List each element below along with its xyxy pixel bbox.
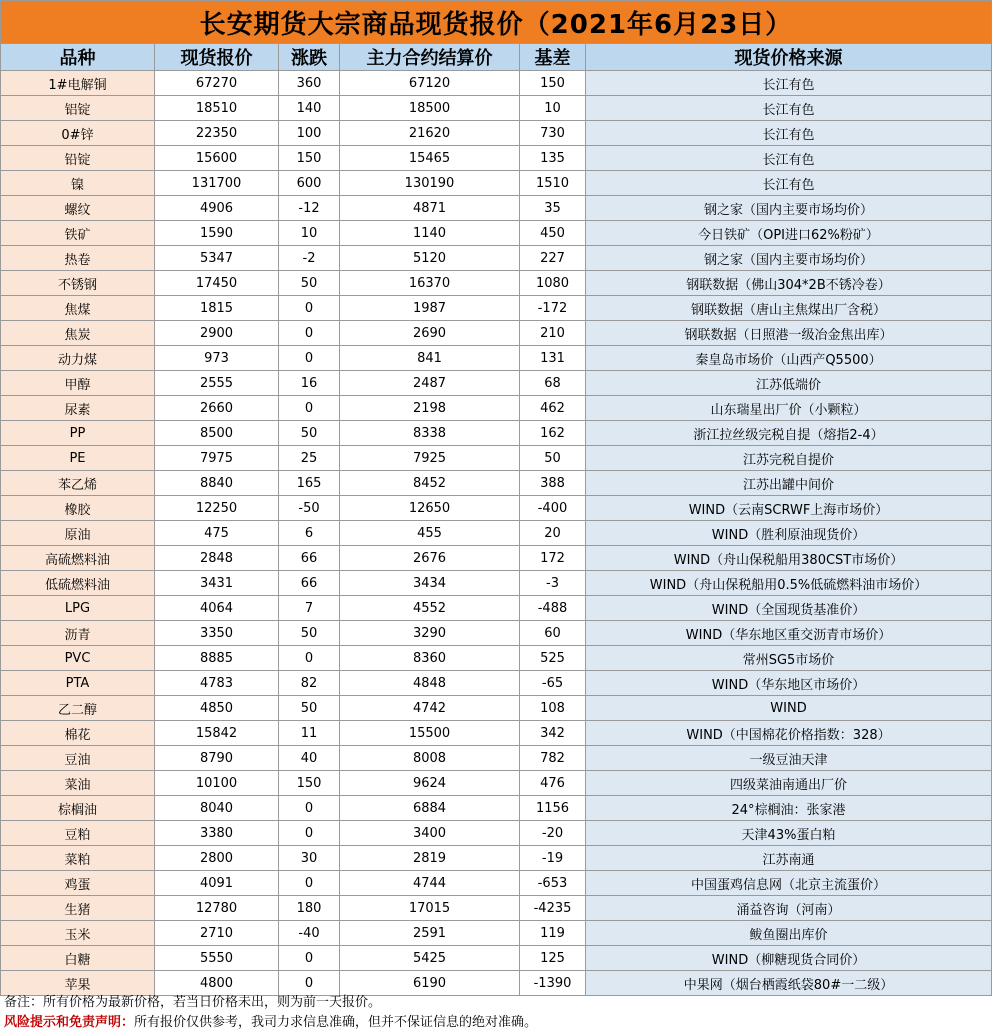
cell-change: 0 — [279, 971, 340, 996]
cell-change: 150 — [279, 771, 340, 796]
cell-settlement: 4871 — [340, 196, 520, 221]
cell-settlement: 7925 — [340, 446, 520, 471]
table-row — [1, 346, 992, 371]
cell-source: 钢之家（国内主要市场均价） — [586, 196, 992, 221]
cell-spot-price: 15600 — [155, 146, 279, 171]
cell-spot-price: 4800 — [155, 971, 279, 996]
cell-spot-price: 8040 — [155, 796, 279, 821]
disclaimer-label: 风险提示和免责声明： — [4, 1015, 135, 1030]
table-row — [1, 321, 992, 346]
table-row — [1, 571, 992, 596]
cell-source: 山东瑞星出厂价（小颗粒） — [586, 396, 992, 421]
cell-source: 中果网（烟台栖霞纸袋80#一二级） — [586, 971, 992, 996]
cell-settlement: 18500 — [340, 96, 520, 121]
cell-settlement: 2198 — [340, 396, 520, 421]
cell-change: 165 — [279, 471, 340, 496]
cell-settlement: 4742 — [340, 696, 520, 721]
cell-basis: 135 — [520, 146, 586, 171]
cell-settlement: 2676 — [340, 546, 520, 571]
cell-variety: 豆油 — [1, 746, 155, 771]
cell-variety: 白糖 — [1, 946, 155, 971]
cell-spot-price: 5347 — [155, 246, 279, 271]
cell-change: 0 — [279, 821, 340, 846]
cell-basis: 125 — [520, 946, 586, 971]
cell-change: 0 — [279, 946, 340, 971]
cell-variety: 尿素 — [1, 396, 155, 421]
cell-basis: 131 — [520, 346, 586, 371]
cell-variety: LPG — [1, 596, 155, 621]
cell-settlement: 130190 — [340, 171, 520, 196]
table-row — [1, 521, 992, 546]
table-row — [1, 296, 992, 321]
cell-basis: -19 — [520, 846, 586, 871]
table-body — [1, 71, 992, 996]
cell-settlement: 5120 — [340, 246, 520, 271]
cell-change: 0 — [279, 646, 340, 671]
header-row — [1, 44, 992, 71]
cell-basis: 172 — [520, 546, 586, 571]
cell-source: 长江有色 — [586, 146, 992, 171]
cell-change: 0 — [279, 296, 340, 321]
cell-spot-price: 475 — [155, 521, 279, 546]
disclaimer — [4, 1014, 537, 1032]
cell-basis: 10 — [520, 96, 586, 121]
cell-variety: 棉花 — [1, 721, 155, 746]
cell-basis: 782 — [520, 746, 586, 771]
cell-variety: 生猪 — [1, 896, 155, 921]
cell-change: 0 — [279, 871, 340, 896]
cell-variety: 橡胶 — [1, 496, 155, 521]
cell-basis: 60 — [520, 621, 586, 646]
cell-basis: 1510 — [520, 171, 586, 196]
cell-variety: 鸡蛋 — [1, 871, 155, 896]
cell-basis: 388 — [520, 471, 586, 496]
cell-change: 40 — [279, 746, 340, 771]
cell-basis: 1080 — [520, 271, 586, 296]
cell-settlement: 9624 — [340, 771, 520, 796]
cell-change: 0 — [279, 321, 340, 346]
cell-spot-price: 1590 — [155, 221, 279, 246]
cell-settlement: 4552 — [340, 596, 520, 621]
cell-settlement: 455 — [340, 521, 520, 546]
cell-change: 30 — [279, 846, 340, 871]
cell-spot-price: 8790 — [155, 746, 279, 771]
cell-variety: 原油 — [1, 521, 155, 546]
cell-source: WIND（全国现货基准价） — [586, 596, 992, 621]
header-change: 涨跌 — [279, 44, 340, 71]
cell-source: 钢联数据（日照港一级冶金焦出库） — [586, 321, 992, 346]
cell-spot-price: 2710 — [155, 921, 279, 946]
cell-spot-price: 18510 — [155, 96, 279, 121]
cell-basis: 450 — [520, 221, 586, 246]
cell-settlement: 4848 — [340, 671, 520, 696]
cell-variety: PTA — [1, 671, 155, 696]
cell-change: 50 — [279, 621, 340, 646]
table-row — [1, 946, 992, 971]
cell-variety: PE — [1, 446, 155, 471]
cell-settlement: 3434 — [340, 571, 520, 596]
cell-basis: -653 — [520, 871, 586, 896]
cell-settlement: 15500 — [340, 721, 520, 746]
cell-source: 长江有色 — [586, 96, 992, 121]
cell-change: 66 — [279, 571, 340, 596]
table-row — [1, 696, 992, 721]
cell-source: WIND（中国棉花价格指数：328） — [586, 721, 992, 746]
cell-spot-price: 131700 — [155, 171, 279, 196]
cell-settlement: 4744 — [340, 871, 520, 896]
cell-spot-price: 17450 — [155, 271, 279, 296]
cell-basis: -20 — [520, 821, 586, 846]
cell-spot-price: 4091 — [155, 871, 279, 896]
cell-basis: 119 — [520, 921, 586, 946]
cell-change: 82 — [279, 671, 340, 696]
cell-change: 0 — [279, 796, 340, 821]
cell-spot-price: 2660 — [155, 396, 279, 421]
cell-basis: 525 — [520, 646, 586, 671]
cell-spot-price: 22350 — [155, 121, 279, 146]
cell-spot-price: 15842 — [155, 721, 279, 746]
cell-change: 140 — [279, 96, 340, 121]
cell-spot-price: 10100 — [155, 771, 279, 796]
cell-spot-price: 8885 — [155, 646, 279, 671]
cell-change: 180 — [279, 896, 340, 921]
cell-source: 鲅鱼圈出库价 — [586, 921, 992, 946]
cell-settlement: 15465 — [340, 146, 520, 171]
cell-variety: 玉米 — [1, 921, 155, 946]
cell-source: WIND — [586, 696, 992, 721]
table-row — [1, 96, 992, 121]
cell-settlement: 6190 — [340, 971, 520, 996]
cell-spot-price: 1815 — [155, 296, 279, 321]
cell-basis: 462 — [520, 396, 586, 421]
cell-spot-price: 7975 — [155, 446, 279, 471]
cell-settlement: 3290 — [340, 621, 520, 646]
cell-basis: -172 — [520, 296, 586, 321]
cell-basis: -3 — [520, 571, 586, 596]
cell-source: 浙江拉丝级完税自提（熔指2-4） — [586, 421, 992, 446]
cell-change: 600 — [279, 171, 340, 196]
table-row — [1, 71, 992, 96]
cell-variety: 热卷 — [1, 246, 155, 271]
cell-spot-price: 2848 — [155, 546, 279, 571]
cell-source: 中国蛋鸡信息网（北京主流蛋价） — [586, 871, 992, 896]
cell-settlement: 8452 — [340, 471, 520, 496]
cell-variety: PP — [1, 421, 155, 446]
cell-variety: 菜油 — [1, 771, 155, 796]
cell-spot-price: 4850 — [155, 696, 279, 721]
cell-basis: 342 — [520, 721, 586, 746]
cell-spot-price: 3380 — [155, 821, 279, 846]
cell-change: 50 — [279, 421, 340, 446]
cell-source: WIND（华东地区重交沥青市场价） — [586, 621, 992, 646]
cell-source: 秦皇岛市场价（山西产Q5500） — [586, 346, 992, 371]
cell-change: 150 — [279, 146, 340, 171]
cell-spot-price: 4906 — [155, 196, 279, 221]
cell-variety: PVC — [1, 646, 155, 671]
cell-variety: 铅锭 — [1, 146, 155, 171]
cell-change: 50 — [279, 696, 340, 721]
cell-change: 100 — [279, 121, 340, 146]
cell-source: 钢联数据（唐山主焦煤出厂含税） — [586, 296, 992, 321]
cell-settlement: 67120 — [340, 71, 520, 96]
cell-spot-price: 4783 — [155, 671, 279, 696]
cell-variety: 不锈钢 — [1, 271, 155, 296]
cell-source: 天津43%蛋白粕 — [586, 821, 992, 846]
cell-settlement: 2487 — [340, 371, 520, 396]
cell-basis: 476 — [520, 771, 586, 796]
cell-source: 常州SG5市场价 — [586, 646, 992, 671]
cell-source: WIND（华东地区市场价） — [586, 671, 992, 696]
cell-change: -50 — [279, 496, 340, 521]
table-row — [1, 671, 992, 696]
cell-change: 0 — [279, 396, 340, 421]
cell-settlement: 3400 — [340, 821, 520, 846]
cell-source: 长江有色 — [586, 71, 992, 96]
table-row — [1, 921, 992, 946]
header-variety: 品种 — [1, 44, 155, 71]
cell-variety: 沥青 — [1, 621, 155, 646]
disclaimer-text: 所有报价仅供参考，我司力求信息准确，但并不保证信息的绝对准确。 — [134, 1015, 538, 1030]
cell-source: 江苏完税自提价 — [586, 446, 992, 471]
cell-source: WIND（云南SCRWF上海市场价） — [586, 496, 992, 521]
cell-variety: 1#电解铜 — [1, 71, 155, 96]
cell-change: 10 — [279, 221, 340, 246]
cell-spot-price: 3431 — [155, 571, 279, 596]
table-row — [1, 446, 992, 471]
sheet-title: 长安期货大宗商品现货报价（2021年6月23日） — [0, 0, 992, 44]
cell-change: 66 — [279, 546, 340, 571]
cell-variety: 铝锭 — [1, 96, 155, 121]
cell-spot-price: 973 — [155, 346, 279, 371]
table-row — [1, 596, 992, 621]
cell-source: 24°棕榈油：张家港 — [586, 796, 992, 821]
cell-basis: 68 — [520, 371, 586, 396]
cell-spot-price: 4064 — [155, 596, 279, 621]
cell-settlement: 6884 — [340, 796, 520, 821]
table-row — [1, 796, 992, 821]
table-row — [1, 246, 992, 271]
table-row — [1, 896, 992, 921]
cell-spot-price: 12250 — [155, 496, 279, 521]
cell-basis: 20 — [520, 521, 586, 546]
cell-source: 一级豆油天津 — [586, 746, 992, 771]
cell-basis: 227 — [520, 246, 586, 271]
table-row — [1, 271, 992, 296]
table-row — [1, 646, 992, 671]
cell-variety: 棕榈油 — [1, 796, 155, 821]
cell-source: 钢联数据（佛山304*2B不锈冷卷） — [586, 271, 992, 296]
cell-change: 0 — [279, 346, 340, 371]
cell-basis: 210 — [520, 321, 586, 346]
cell-settlement: 2591 — [340, 921, 520, 946]
cell-settlement: 16370 — [340, 271, 520, 296]
cell-basis: 1156 — [520, 796, 586, 821]
table-row — [1, 421, 992, 446]
table-row — [1, 546, 992, 571]
cell-basis: -400 — [520, 496, 586, 521]
table-row — [1, 221, 992, 246]
table-row — [1, 621, 992, 646]
note-text: 备注：所有价格为最新价格，若当日价格未出，则为前一天报价。 — [4, 995, 382, 1010]
table-row — [1, 721, 992, 746]
cell-settlement: 1140 — [340, 221, 520, 246]
cell-variety: 焦炭 — [1, 321, 155, 346]
cell-variety: 螺纹 — [1, 196, 155, 221]
cell-change: 360 — [279, 71, 340, 96]
cell-variety: 焦煤 — [1, 296, 155, 321]
cell-change: 7 — [279, 596, 340, 621]
cell-change: -2 — [279, 246, 340, 271]
cell-settlement: 21620 — [340, 121, 520, 146]
cell-settlement: 5425 — [340, 946, 520, 971]
cell-source: 今日铁矿（OPI进口62%粉矿） — [586, 221, 992, 246]
table-row — [1, 496, 992, 521]
table-row — [1, 971, 992, 996]
cell-settlement: 8338 — [340, 421, 520, 446]
cell-basis: -1390 — [520, 971, 586, 996]
cell-spot-price: 2900 — [155, 321, 279, 346]
cell-source: 江苏南通 — [586, 846, 992, 871]
table-row — [1, 196, 992, 221]
cell-variety: 镍 — [1, 171, 155, 196]
header-source: 现货价格来源 — [586, 44, 992, 71]
table-row — [1, 471, 992, 496]
cell-variety: 铁矿 — [1, 221, 155, 246]
cell-settlement: 8008 — [340, 746, 520, 771]
cell-settlement: 12650 — [340, 496, 520, 521]
cell-basis: -488 — [520, 596, 586, 621]
cell-spot-price: 2800 — [155, 846, 279, 871]
cell-source: WIND（舟山保税船用0.5%低硫燃料油市场价） — [586, 571, 992, 596]
cell-source: WIND（胜利原油现货价） — [586, 521, 992, 546]
cell-source: WIND（柳糖现货合同价） — [586, 946, 992, 971]
cell-basis: 35 — [520, 196, 586, 221]
cell-basis: 162 — [520, 421, 586, 446]
cell-settlement: 8360 — [340, 646, 520, 671]
cell-variety: 豆粕 — [1, 821, 155, 846]
cell-change: 50 — [279, 271, 340, 296]
cell-settlement: 17015 — [340, 896, 520, 921]
cell-settlement: 2819 — [340, 846, 520, 871]
cell-variety: 菜粕 — [1, 846, 155, 871]
cell-basis: -65 — [520, 671, 586, 696]
table-row — [1, 746, 992, 771]
cell-change: -40 — [279, 921, 340, 946]
table-row — [1, 171, 992, 196]
cell-basis: 108 — [520, 696, 586, 721]
cell-spot-price: 12780 — [155, 896, 279, 921]
cell-spot-price: 2555 — [155, 371, 279, 396]
table-row — [1, 146, 992, 171]
cell-variety: 乙二醇 — [1, 696, 155, 721]
cell-settlement: 841 — [340, 346, 520, 371]
table-row — [1, 846, 992, 871]
table-row — [1, 771, 992, 796]
header-settlement: 主力合约结算价 — [340, 44, 520, 71]
cell-basis: 150 — [520, 71, 586, 96]
table-row — [1, 871, 992, 896]
cell-source: 四级菜油南通出厂价 — [586, 771, 992, 796]
cell-basis: -4235 — [520, 896, 586, 921]
cell-source: 江苏低端价 — [586, 371, 992, 396]
cell-settlement: 1987 — [340, 296, 520, 321]
cell-spot-price: 3350 — [155, 621, 279, 646]
cell-basis: 50 — [520, 446, 586, 471]
cell-variety: 甲醇 — [1, 371, 155, 396]
cell-spot-price: 8840 — [155, 471, 279, 496]
cell-source: WIND（舟山保税船用380CST市场价） — [586, 546, 992, 571]
cell-variety: 低硫燃料油 — [1, 571, 155, 596]
cell-basis: 730 — [520, 121, 586, 146]
table-row — [1, 371, 992, 396]
cell-source: 长江有色 — [586, 171, 992, 196]
table-row — [1, 821, 992, 846]
cell-variety: 高硫燃料油 — [1, 546, 155, 571]
cell-source: 钢之家（国内主要市场均价） — [586, 246, 992, 271]
cell-change: 25 — [279, 446, 340, 471]
cell-variety: 动力煤 — [1, 346, 155, 371]
cell-spot-price: 67270 — [155, 71, 279, 96]
cell-settlement: 2690 — [340, 321, 520, 346]
cell-change: 16 — [279, 371, 340, 396]
quote-table — [0, 43, 992, 996]
cell-change: -12 — [279, 196, 340, 221]
cell-spot-price: 8500 — [155, 421, 279, 446]
cell-variety: 苯乙烯 — [1, 471, 155, 496]
cell-change: 11 — [279, 721, 340, 746]
cell-source: 涌益咨询（河南） — [586, 896, 992, 921]
cell-change: 6 — [279, 521, 340, 546]
cell-variety: 苹果 — [1, 971, 155, 996]
header-basis: 基差 — [520, 44, 586, 71]
cell-spot-price: 5550 — [155, 946, 279, 971]
cell-source: 长江有色 — [586, 121, 992, 146]
cell-variety: 0#锌 — [1, 121, 155, 146]
cell-source: 江苏出罐中间价 — [586, 471, 992, 496]
table-row — [1, 396, 992, 421]
header-spot-price: 现货报价 — [155, 44, 279, 71]
table-row — [1, 121, 992, 146]
